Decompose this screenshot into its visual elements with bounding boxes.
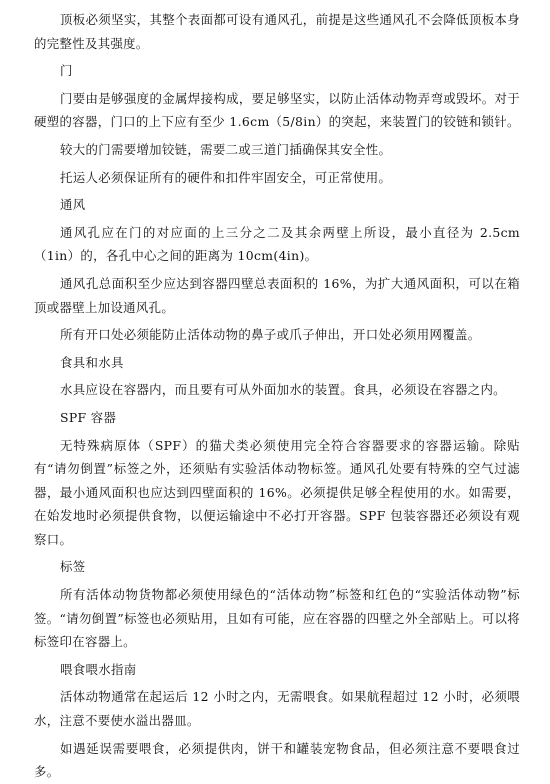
paragraph-food-water: 水具应设在容器内，而且要有可从外面加水的装置。食具，必须设在容器之内。 bbox=[60, 382, 506, 398]
paragraph-spf-container: 无特殊病原体（SPF）的猫犬类必须使用完全符合容器要求的容器运输。除贴有“请勿倒置”标签之外，还须贴有实验活体动物标签。通风孔处要有特殊的空气过滤器，最小通风面积也应达到四壁面积的 16%。必须提供足够全程使用的水。如需要，在始发地时必须提供食物，以便运输途中不必打开容器。SPF 包装容器还必须设有观察口。 bbox=[34, 437, 520, 547]
paragraph-labels: 所有活体动物货物都必须使用绿色的“活体动物”标签和红色的“实验活体动物”标签。“请勿倒置”标签也必须贴用，且如有可能，应在容器的四壁之外全部贴上。可以将标签印在容器上。 bbox=[34, 587, 520, 650]
heading-door: 门 bbox=[60, 63, 73, 79]
paragraph-roof-ventilation: 顶板必须坚实，其整个表面都可设有通风孔，前提是这些通风孔不会降低顶板本身的完整性及其强度。 bbox=[34, 12, 520, 51]
paragraph-door-construction: 门要由是够强度的金属焊接构成，要足够坚实，以防止活体动物弄弯或毁坏。对于硬塑的容器，门口的上下应有至少 1.6cm（5/8in）的突起，来装置门的铰链和锁针。 bbox=[34, 90, 520, 130]
paragraph-feeding-delay: 如遇延误需要喂食，必须提供肉，饼干和罐装宠物食品，但必须注意不要喂食过多。 bbox=[34, 740, 520, 780]
heading-ventilation: 通风 bbox=[60, 197, 86, 213]
paragraph-openings-mesh: 所有开口处必须能防止活体动物的鼻子或爪子伸出，开口处必须用网覆盖。 bbox=[60, 327, 481, 343]
paragraph-vent-holes: 通风孔应在门的对应面的上三分之二及其余两壁上所设，最小直径为 2.5cm（1in）的，各孔中心之间的距离为 10cm(4in)。 bbox=[34, 224, 520, 264]
heading-food-water: 食具和水具 bbox=[60, 354, 124, 370]
paragraph-vent-area: 通风孔总面积至少应达到容器四壁总表面积的 16%，为扩大通风面积，可以在箱顶或器壁上加设通风孔。 bbox=[34, 275, 520, 315]
heading-feeding-guide: 喂食喂水指南 bbox=[60, 661, 137, 677]
heading-spf-container: SPF 容器 bbox=[60, 409, 117, 425]
paragraph-feeding-timing: 活体动物通常在起运后 12 小时之内，无需喂食。如果航程超过 12 小时，必须喂水，注意不要使水溢出器皿。 bbox=[34, 689, 520, 729]
paragraph-shipper-hardware: 托运人必须保证所有的硬件和扣件牢固安全，可正常使用。 bbox=[60, 169, 392, 185]
heading-labels: 标签 bbox=[60, 559, 86, 575]
paragraph-door-locks: 较大的门需要增加铰链，需要二或三道门插确保其安全性。 bbox=[60, 141, 392, 157]
